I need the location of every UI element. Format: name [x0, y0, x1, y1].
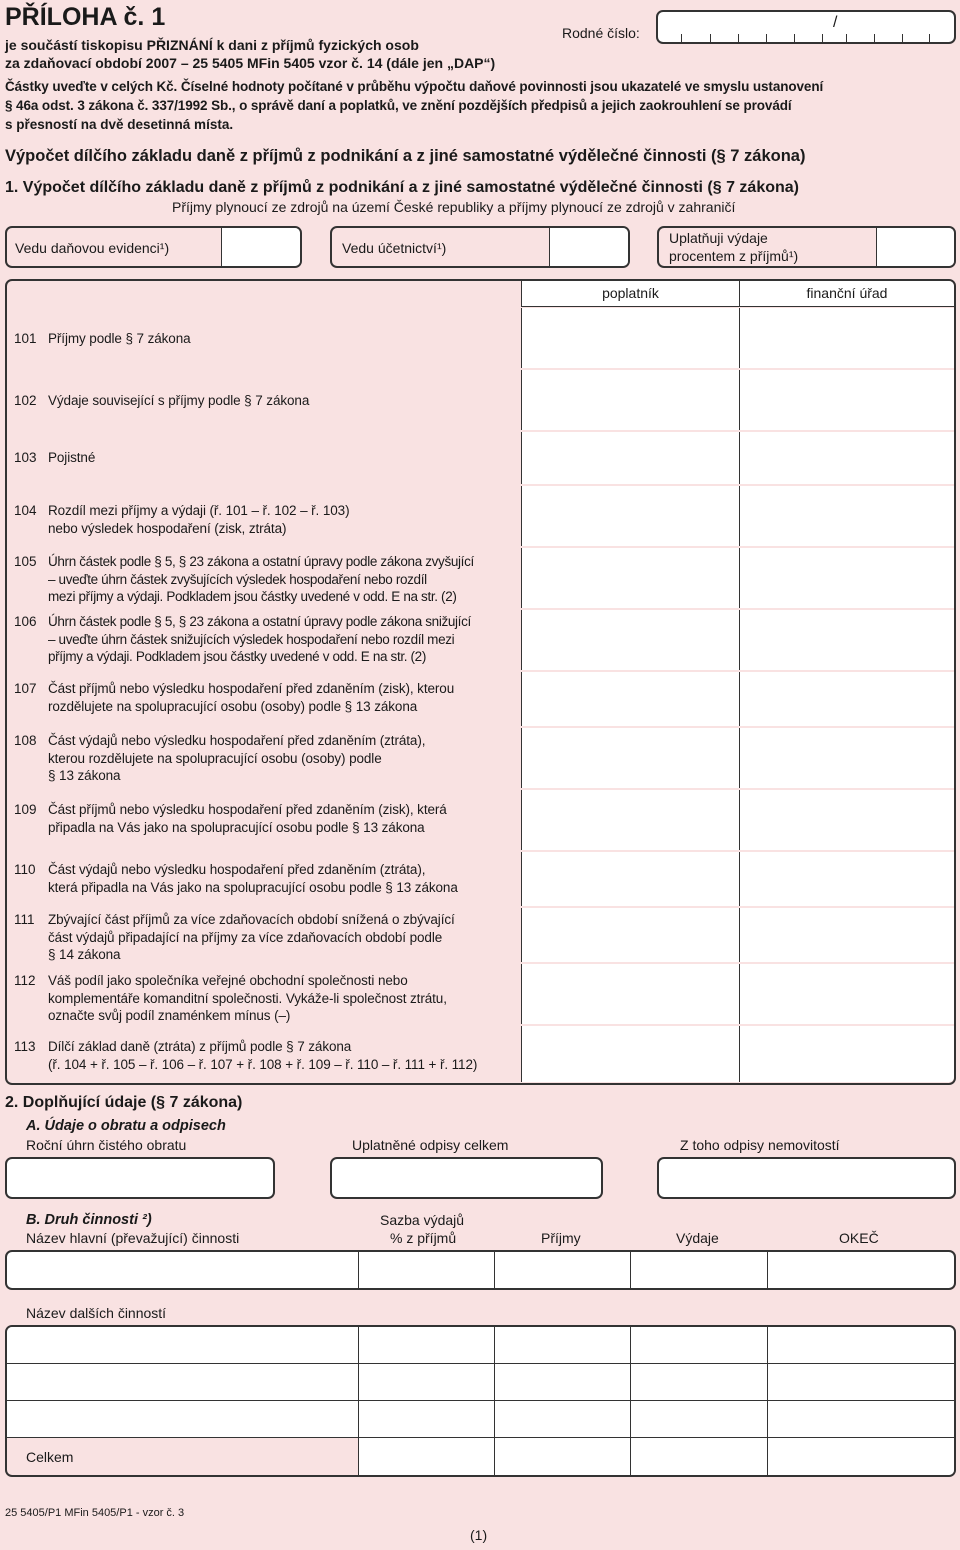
row-number: 108 — [14, 733, 37, 748]
dalsi-cinnost-cell[interactable] — [767, 1401, 954, 1438]
section1-subheading: Příjmy plynoucí ze zdrojů na území České republiky a příjmy plynoucí ze zdrojů v zahraničí — [172, 199, 736, 215]
obrat-label: Roční úhrn čistého obratu — [26, 1137, 187, 1153]
row-113-poplatnik-input[interactable] — [521, 1026, 739, 1082]
row-102-poplatnik-input[interactable] — [521, 370, 739, 430]
option-ucetnictvi — [330, 226, 630, 268]
intro-line1: Částky uveďte v celých Kč. Číselné hodnoty počítané v průběhu výpočtu daňové povinnosti jsou ukazatelé ve smyslu ustanovení — [5, 79, 824, 94]
row-number: 106 — [14, 614, 37, 629]
dalsi-cinnost-2[interactable] — [7, 1364, 358, 1401]
subtitle-line2: za zdaňovací období 2007 – 25 5405 MFin 5405 vzor č. 14 (dále jen „DAP“) — [5, 55, 496, 71]
row-label: Úhrn částek podle § 5, § 23 zákona a ostatní úpravy podle zákona snižující – uveďte úhrn částek snižujících výsledek hospodaření nebo rozdíl mezi příjmy a výdaji. Podkladem jsou částky uvedené v odd. E na str. (2) — [48, 614, 471, 664]
dalsi-cinnost-cell[interactable] — [630, 1327, 767, 1364]
row-number: 112 — [14, 973, 36, 988]
row-109-poplatnik-input[interactable] — [521, 790, 739, 850]
row-111-poplatnik-input[interactable] — [521, 908, 739, 962]
row-number: 113 — [14, 1039, 36, 1054]
hlavni-cinnost-row — [5, 1250, 956, 1290]
row-number: 109 — [14, 802, 37, 817]
row-104-poplatnik-input[interactable] — [521, 486, 739, 546]
row-104-financni-urad-input[interactable] — [739, 486, 954, 546]
rodne-cislo-field[interactable] — [656, 10, 956, 44]
section2-heading: 2. Doplňující údaje (§ 7 zákona) — [5, 1094, 243, 1111]
dalsi-cinnost-cell[interactable] — [358, 1364, 494, 1401]
row-label: Pojistné — [48, 450, 96, 465]
row-113-financni-urad-input[interactable] — [739, 1026, 954, 1082]
row-label: Rozdíl mezi příjmy a výdaji (ř. 101 – ř. 102 – ř. 103) nebo výsledek hospodaření (zisk, ztráta) — [48, 503, 350, 536]
row-101-poplatnik-input[interactable] — [521, 308, 739, 368]
celkem-label: Celkem — [26, 1449, 74, 1465]
row-label: Váš podíl jako společníka veřejné obchodní společnosti nebo komplementáře komanditní společnosti. Vykáže-li společnost ztrátu, označte svůj podíl znaménkem mínus (–) — [48, 973, 447, 1023]
odpisy-input[interactable] — [330, 1157, 603, 1199]
dalsi-cinnost-cell[interactable] — [630, 1364, 767, 1401]
section2b-heading: B. Druh činnosti ²) — [26, 1212, 152, 1228]
page-number: (1) — [470, 1527, 488, 1543]
dalsi-cinnost-cell[interactable] — [358, 1401, 494, 1438]
row-105-financni-urad-input[interactable] — [739, 548, 954, 608]
option-procentem-label2: procentem z příjmů¹) — [669, 248, 799, 264]
dalsi-cinnosti-table — [5, 1325, 956, 1477]
col-sazba-label: % z příjmů — [390, 1230, 457, 1246]
sazba-label: Sazba výdajů — [380, 1212, 465, 1228]
col-poplatnik-label: poplatník — [602, 285, 659, 301]
odpisy-nemovitosti-input[interactable] — [657, 1157, 956, 1199]
row-110-financni-urad-input[interactable] — [739, 852, 954, 906]
col-vydaje-label: Výdaje — [676, 1230, 719, 1246]
dalsi-cinnost-cell[interactable] — [358, 1327, 494, 1364]
row-label: Část výdajů nebo výsledku hospodaření před zdaněním (ztráta), která připadla na Vás jako na spolupracující osobu podle § 13 zákona — [48, 862, 458, 895]
dalsi-cinnost-cell[interactable] — [494, 1438, 630, 1475]
rodne-cislo-label: Rodné číslo: — [562, 25, 640, 41]
row-105-poplatnik-input[interactable] — [521, 548, 739, 608]
row-label: Příjmy podle § 7 zákona — [48, 331, 191, 346]
col-nazev-label: Název hlavní (převažující) činnosti — [26, 1230, 240, 1246]
option-procentem-label1: Uplatňuji výdaje — [669, 230, 768, 246]
row-number: 107 — [14, 681, 37, 696]
dalsi-cinnost-cell[interactable] — [494, 1327, 630, 1364]
row-number: 111 — [14, 912, 35, 927]
row-label: Část příjmů nebo výsledku hospodaření před zdaněním (zisk), která připadla na Vás jako na spolupracující osobu podle § 13 zákona — [48, 802, 447, 835]
row-111-financni-urad-input[interactable] — [739, 908, 954, 962]
row-number: 102 — [14, 393, 37, 408]
row-number: 105 — [14, 554, 37, 569]
checkbox-procentem[interactable] — [876, 228, 954, 266]
row-number: 103 — [14, 450, 37, 465]
obrat-input[interactable] — [5, 1157, 275, 1199]
col-financni-urad-label: finanční úřad — [806, 285, 888, 301]
row-106-poplatnik-input[interactable] — [521, 610, 739, 670]
col-header-poplatnik — [521, 281, 739, 307]
dalsi-cinnost-cell[interactable] — [358, 1438, 494, 1475]
intro-line3: s přesností na dvě desetinná místa. — [5, 117, 234, 132]
section1-heading: 1. Výpočet dílčího základu daně z příjmů z podnikání a z jiné samostatné výdělečné činnosti (§ 7 zákona) — [5, 179, 799, 196]
main-heading: Výpočet dílčího základu daně z příjmů z podnikání a z jiné samostatné výdělečné činnosti (§ 7 zákona) — [5, 147, 806, 165]
row-number: 110 — [14, 862, 36, 877]
row-102-financni-urad-input[interactable] — [739, 370, 954, 430]
row-101-financni-urad-input[interactable] — [739, 308, 954, 368]
option-danova-evidence — [5, 226, 302, 268]
dalsi-cinnosti-label: Název dalších činností — [26, 1305, 167, 1321]
row-112-poplatnik-input[interactable] — [521, 964, 739, 1024]
dalsi-cinnost-cell[interactable] — [494, 1364, 630, 1401]
option-procentem — [657, 226, 956, 268]
row-108-financni-urad-input[interactable] — [739, 728, 954, 788]
option-danova-evidence-label: Vedu daňovou evidenci¹) — [15, 240, 170, 256]
row-107-poplatnik-input[interactable] — [521, 672, 739, 726]
row-label: Zbývající část příjmů za více zdaňovacích období snížená o zbývající část výdajů připadající na příjmy za více zdaňovacích období podle § 14 zákona — [48, 912, 455, 962]
row-label: Úhrn částek podle § 5, § 23 zákona a ostatní úpravy podle zákona zvyšující – uveďte úhrn částek zvyšujících výsledek hospodaření nebo rozdíl mezi příjmy a výdaji. Podkladem jsou částky uvedené v odd. E na str. (2) — [48, 554, 474, 604]
page-title: PŘÍLOHA č. 1 — [5, 3, 166, 31]
dalsi-cinnost-cell[interactable] — [767, 1327, 954, 1364]
row-108-poplatnik-input[interactable] — [521, 728, 739, 788]
row-103-financni-urad-input[interactable] — [739, 432, 954, 484]
dalsi-cinnost-cell[interactable] — [630, 1438, 767, 1475]
checkbox-danova-evidence[interactable] — [221, 228, 300, 266]
checkbox-ucetnictvi[interactable] — [549, 228, 628, 266]
col-header-financni-urad — [739, 281, 954, 307]
row-112-financni-urad-input[interactable] — [739, 964, 954, 1024]
subtitle-line1: je součástí tiskopisu PŘIZNÁNÍ k dani z příjmů fyzických osob — [5, 37, 419, 53]
rodne-cislo-separator: / — [833, 14, 838, 31]
option-ucetnictvi-label: Vedu účetnictví¹) — [342, 240, 447, 256]
form-code: 25 5405/P1 MFin 5405/P1 - vzor č. 3 — [5, 1507, 185, 1519]
dalsi-cinnost-cell[interactable] — [630, 1401, 767, 1438]
dalsi-cinnost-cell[interactable] — [494, 1401, 630, 1438]
col-okec-label: OKEČ — [839, 1230, 879, 1246]
row-label: Dílčí základ daně (ztráta) z příjmů podle § 7 zákona (ř. 104 + ř. 105 – ř. 106 – ř. 107 + ř. 108 + ř. 109 – ř. 110 – ř. 111 + ř. 112) — [48, 1039, 478, 1072]
row-number: 101 — [14, 331, 37, 346]
section2a-heading: A. Údaje o obratu a odpisech — [26, 1118, 226, 1134]
row-label: Část příjmů nebo výsledku hospodaření před zdaněním (zisk), kterou rozdělujete na spolupracující osobu (osoby) podle § 13 zákona — [48, 681, 455, 714]
row-label: Část výdajů nebo výsledku hospodaření před zdaněním (ztráta), kterou rozdělujete na spolupracující osobu (osoby) podle § 13 zákona — [48, 733, 426, 783]
row-107-financni-urad-input[interactable] — [739, 672, 954, 726]
row-number: 104 — [14, 503, 37, 518]
col-prijmy-label: Příjmy — [541, 1230, 581, 1246]
odpisy-label: Uplatněné odpisy celkem — [352, 1137, 509, 1153]
dalsi-cinnost-3[interactable] — [7, 1401, 358, 1438]
row-109-financni-urad-input[interactable] — [739, 790, 954, 850]
intro-line2: § 46a odst. 3 zákona č. 337/1992 Sb., o správě daní a poplatků, ve znění pozdějších předpisů a jejich zaokrouhlení se provádí — [5, 98, 792, 113]
row-106-financni-urad-input[interactable] — [739, 610, 954, 670]
row-label: Výdaje související s příjmy podle § 7 zákona — [48, 393, 310, 408]
row-110-poplatnik-input[interactable] — [521, 852, 739, 906]
dalsi-cinnost-cell[interactable] — [767, 1364, 954, 1401]
dalsi-cinnost-1[interactable] — [7, 1327, 358, 1364]
row-103-poplatnik-input[interactable] — [521, 432, 739, 484]
odpisy-nemovitosti-label: Z toho odpisy nemovitostí — [680, 1137, 840, 1153]
dalsi-cinnost-cell[interactable] — [767, 1438, 954, 1475]
